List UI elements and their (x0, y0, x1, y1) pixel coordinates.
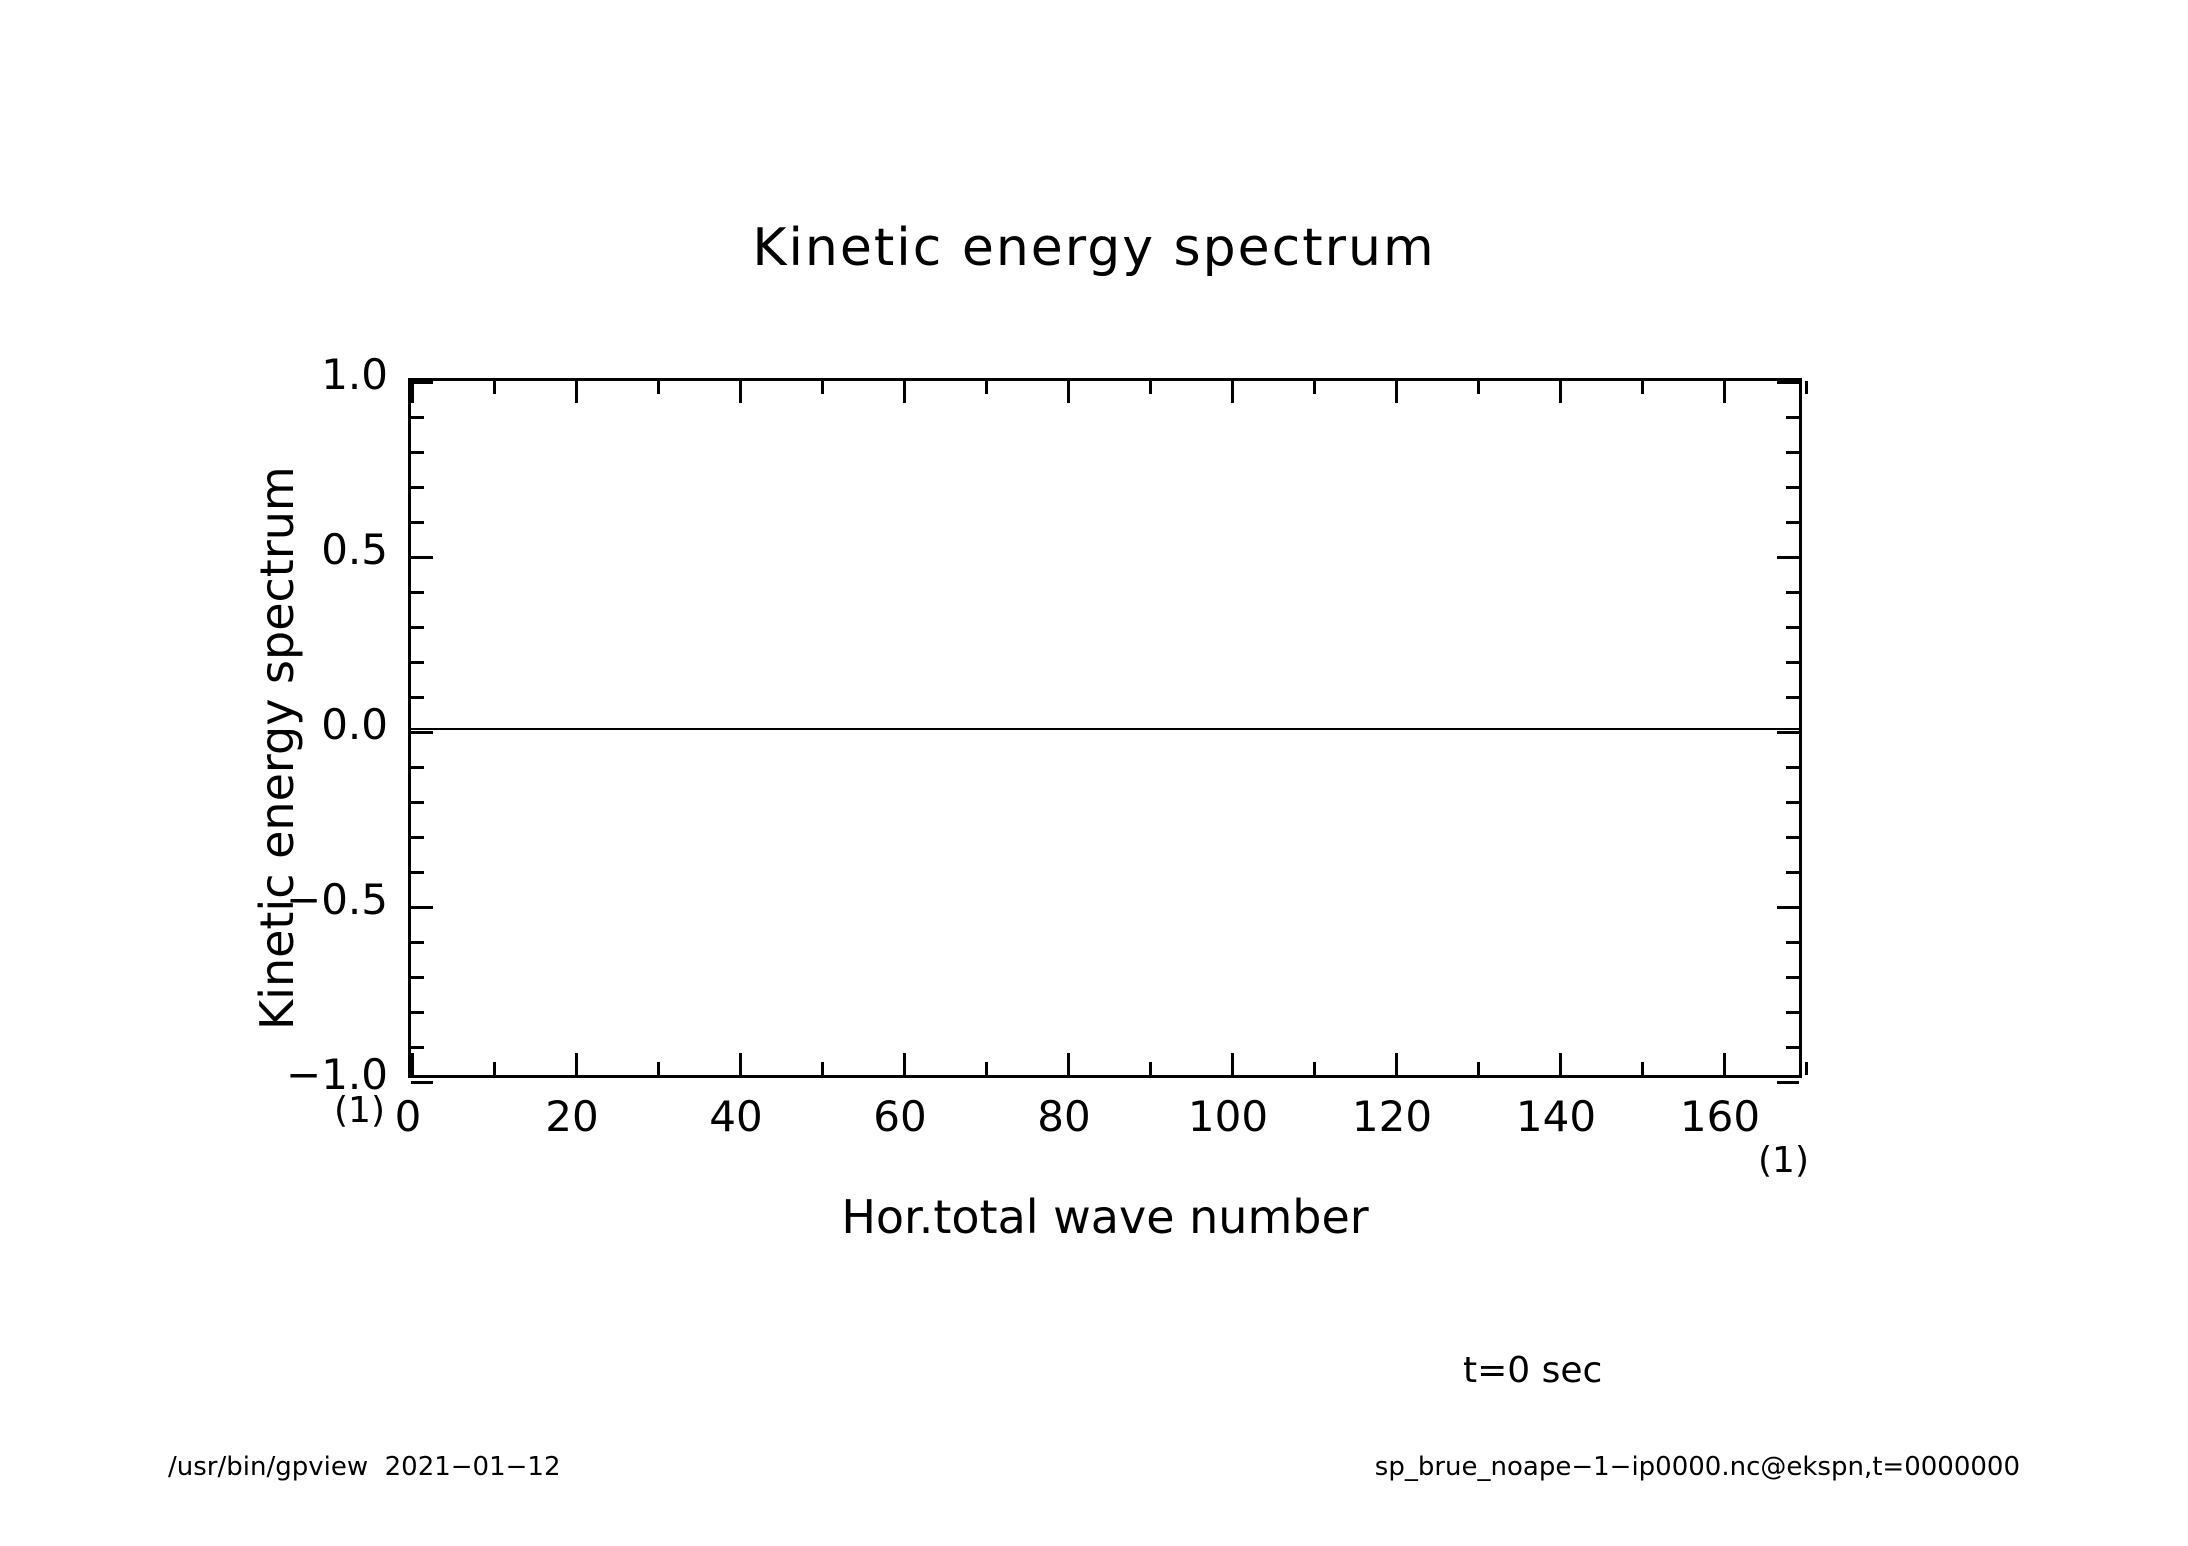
x-tick (1313, 1062, 1316, 1075)
x-tick-top (657, 381, 660, 394)
x-tick (985, 1062, 988, 1075)
x-tick (1723, 1053, 1726, 1075)
x-tick-top (1723, 381, 1726, 403)
y-tick-right (1777, 381, 1799, 384)
y-tick-right (1786, 801, 1799, 804)
y-tick-right (1786, 451, 1799, 454)
y-tick-right (1786, 486, 1799, 489)
y-tick-right (1786, 661, 1799, 664)
x-tick-label: 0 (394, 1092, 422, 1141)
x-tick-label: 60 (873, 1092, 927, 1141)
y-axis-title: Kinetic energy spectrum (250, 466, 304, 1030)
y-tick-label: 0.5 (321, 525, 388, 574)
x-tick (1149, 1062, 1152, 1075)
footer-dataset-label: sp_brue_noape−1−ip0000.nc@ekspn,t=0000000 (1374, 1452, 2020, 1482)
x-tick (493, 1062, 496, 1075)
y-tick-right (1777, 556, 1799, 559)
y-tick-right (1786, 521, 1799, 524)
y-tick (411, 451, 424, 454)
y-tick (411, 976, 424, 979)
x-tick-top (821, 381, 824, 394)
x-tick (1641, 1062, 1644, 1075)
y-tick (411, 906, 433, 909)
plot-area (408, 378, 1802, 1078)
y-tick-label: 0.0 (321, 700, 388, 749)
x-tick-top (985, 381, 988, 394)
x-tick (903, 1053, 906, 1075)
y-tick (411, 626, 424, 629)
x-tick-top (1641, 381, 1644, 394)
x-tick-top (739, 381, 742, 403)
x-tick (1395, 1053, 1398, 1075)
x-tick-top (1559, 381, 1562, 403)
x-tick-label: 140 (1515, 1092, 1597, 1141)
x-tick (821, 1062, 824, 1075)
y-tick-right (1786, 1011, 1799, 1014)
y-tick-right (1786, 626, 1799, 629)
x-tick (657, 1062, 660, 1075)
y-tick-right (1786, 871, 1799, 874)
x-tick-top (1313, 381, 1316, 394)
x-tick-label: 100 (1187, 1092, 1269, 1141)
x-tick-top (1477, 381, 1480, 394)
x-tick-label: 40 (709, 1092, 763, 1141)
x-tick-label: 120 (1351, 1092, 1433, 1141)
y-axis-unit-label: (1) (334, 1090, 385, 1131)
y-tick-right (1777, 906, 1799, 909)
x-tick (1559, 1053, 1562, 1075)
x-tick-label: 20 (545, 1092, 599, 1141)
x-axis-unit-label: (1) (1758, 1140, 1809, 1181)
y-tick-right (1777, 731, 1799, 734)
x-tick-top (1231, 381, 1234, 403)
x-tick-label: 80 (1037, 1092, 1091, 1141)
x-tick-top (411, 381, 414, 403)
y-tick (411, 836, 424, 839)
x-tick-top (1395, 381, 1398, 403)
y-tick (411, 766, 424, 769)
y-tick-right (1786, 591, 1799, 594)
x-tick (739, 1053, 742, 1075)
x-tick-top (493, 381, 496, 394)
y-tick-right (1786, 836, 1799, 839)
x-tick-top (1067, 381, 1070, 403)
time-annotation: t=0 sec (1463, 1350, 1603, 1391)
y-tick-right (1786, 1046, 1799, 1049)
footer-command-label: /usr/bin/gpview 2021−01−12 (168, 1452, 561, 1482)
y-tick-right (1786, 696, 1799, 699)
y-tick (411, 661, 424, 664)
y-tick (411, 556, 433, 559)
y-tick-right (1777, 1081, 1799, 1084)
y-tick (411, 941, 424, 944)
x-tick-top (1805, 381, 1808, 394)
x-axis-title: Hor.total wave number (841, 1190, 1369, 1244)
x-tick-top (903, 381, 906, 403)
y-tick-label: −0.5 (286, 875, 388, 924)
y-tick (411, 731, 433, 734)
x-tick-top (1149, 381, 1152, 394)
y-tick (411, 521, 424, 524)
y-tick-right (1786, 766, 1799, 769)
y-tick (411, 801, 424, 804)
chart-title: Kinetic energy spectrum (752, 218, 1436, 278)
y-tick-label: 1.0 (321, 350, 388, 399)
y-tick (411, 1081, 433, 1084)
y-tick-right (1786, 976, 1799, 979)
y-tick (411, 871, 424, 874)
y-tick (411, 1046, 424, 1049)
x-tick (411, 1053, 414, 1075)
y-tick (411, 381, 433, 384)
y-tick-right (1786, 416, 1799, 419)
x-tick-label: 160 (1679, 1092, 1761, 1141)
y-tick (411, 591, 424, 594)
y-tick (411, 416, 424, 419)
y-tick-right (1786, 941, 1799, 944)
y-tick (411, 696, 424, 699)
y-tick-label: −1.0 (286, 1050, 388, 1099)
x-tick (575, 1053, 578, 1075)
x-tick-top (575, 381, 578, 403)
x-tick (1231, 1053, 1234, 1075)
y-tick (411, 1011, 424, 1014)
x-tick (1477, 1062, 1480, 1075)
x-tick (1067, 1053, 1070, 1075)
y-tick (411, 486, 424, 489)
x-tick (1805, 1062, 1808, 1075)
data-series-line (411, 728, 1799, 730)
